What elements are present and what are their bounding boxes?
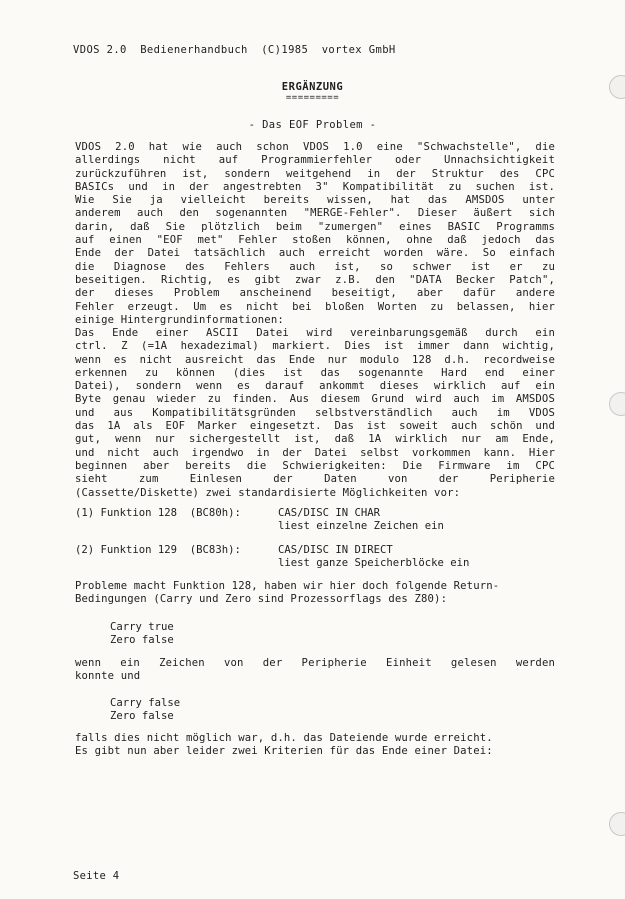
text-line: wenn es nicht ausreicht das Ende nur modulo 128 d.h. recordweise: [75, 353, 555, 366]
text-line: erkennen zu können (dies ist das sogenannte Hard end einer: [75, 366, 555, 379]
text-line: gut, wenn nur sichergestellt ist, daß 1A wirklich nur am Ende,: [75, 433, 555, 446]
paragraph-ascii-end: [75, 327, 555, 500]
text-line: Probleme macht Funktion 128, haben wir hier doch folgende Return-: [75, 580, 500, 592]
flag-carry-true: Carry true: [110, 621, 174, 633]
text-line: beseitigen. Richtig, es gibt zwar z.B. den "DATA Becker Patch",: [75, 273, 555, 286]
flag-zero-false-2: Zero false: [110, 710, 174, 722]
text-line: ctrl. Z (=1A hexadezimal) markiert. Dies ist immer dann wichtig,: [75, 340, 555, 353]
text-line: zurückzuführen ist, sondern weitgehend in der Struktur des CPC: [75, 167, 555, 180]
text-line: allerdings nicht auf Programmierfehler oder Unnachsichtigkeit: [75, 154, 555, 167]
text-line: anderem auch den sogenannten "MERGE-Fehler". Dieser äußert sich: [75, 207, 555, 220]
text-line: konnte und: [75, 670, 141, 683]
text-line: VDOS 2.0 hat wie auch schon VDOS 1.0 eine "Schwachstelle", die: [75, 141, 555, 153]
page-number: Seite 4: [73, 870, 120, 882]
title-underline: =========: [285, 93, 340, 103]
paragraph-char-read: [75, 657, 555, 684]
punch-hole-bottom: [609, 812, 625, 836]
text-line: BASICs und in der angestrebten 3" Kompatibilität zu suchen ist.: [75, 180, 555, 193]
section-subtitle: - Das EOF Problem -: [248, 119, 377, 131]
section-title: ERGÄNZUNG: [281, 81, 344, 93]
text-line: einige Hintergrundinformationen:: [75, 313, 284, 326]
text-line: Fehler erzeugt. Um es nicht bei bloßen Worten zu belassen, hier: [75, 300, 555, 313]
function-description: liest einzelne Zeichen ein: [278, 520, 444, 532]
text-line: falls dies nicht möglich war, d.h. das Dateiende wurde erreicht.: [75, 732, 493, 744]
text-line: und aus Kompatibilitätsgründen selbstverständlich auch im VDOS: [75, 406, 555, 419]
text-line: auf einen "EOF met" Fehler stoßen können, ohne daß jedoch das: [75, 234, 555, 247]
page-header: VDOS 2.0 Bedienerhandbuch (C)1985 vortex GmbH: [73, 44, 396, 56]
function-number: (1) Funktion 128 (BC80h):: [75, 507, 241, 519]
text-line: darin, daß Sie plötzlich beim "zumergen" eines BASIC Programms: [75, 220, 555, 233]
punch-hole-middle: [609, 392, 625, 416]
paragraph-return-conditions: [75, 580, 555, 607]
text-line: der dieses Problem anscheinend beseitigt, aber dafür andere: [75, 287, 555, 300]
function-number: (2) Funktion 129 (BC83h):: [75, 544, 241, 556]
paragraph-eof-criteria: [75, 732, 555, 759]
function-description: liest ganze Speicherblöcke ein: [278, 557, 470, 569]
text-line: wenn ein Zeichen von der Peripherie Einheit gelesen werden: [75, 657, 555, 669]
flag-carry-false: Carry false: [110, 697, 181, 709]
text-line: die Diagnose des Fehlers auch ist, so schwer ist er zu: [75, 260, 555, 273]
text-line: Byte genau wieder zu finden. Aus diesem Grund wird auch im AMSDOS: [75, 393, 555, 406]
text-line: das 1A als EOF Marker eingesetzt. Das ist soweit auch schön und: [75, 420, 555, 433]
function-name: CAS/DISC IN CHAR: [278, 507, 381, 519]
text-line: beginnen aber bereits die Schwierigkeiten: Die Firmware im CPC: [75, 459, 555, 472]
text-line: Es gibt nun aber leider zwei Kriterien für das Ende einer Datei:: [75, 745, 493, 758]
text-line: Wie Sie ja vielleicht bereits wissen, hat das AMSDOS unter: [75, 194, 555, 207]
text-line: Das Ende einer ASCII Datei wird vereinbarungsgemäß durch ein: [75, 327, 555, 339]
text-line: und nicht auch irgendwo in der Datei selbst vorkommen kann. Hier: [75, 446, 555, 459]
function-name: CAS/DISC IN DIRECT: [278, 544, 393, 556]
text-line: sieht zum Einlesen der Daten von der Peripherie: [75, 473, 555, 486]
text-line: (Cassette/Diskette) zwei standardisierte Möglichkeiten vor:: [75, 486, 461, 499]
text-line: Datei), sondern wenn es darauf ankommt dieses wirklich auf ein: [75, 380, 555, 393]
text-line: Bedingungen (Carry und Zero sind Prozessorflags des Z80):: [75, 593, 448, 606]
paragraph-intro: [75, 141, 555, 327]
text-line: Ende der Datei tatsächlich auch erreicht worden wäre. So einfach: [75, 247, 555, 260]
flag-zero-false: Zero false: [110, 634, 174, 646]
